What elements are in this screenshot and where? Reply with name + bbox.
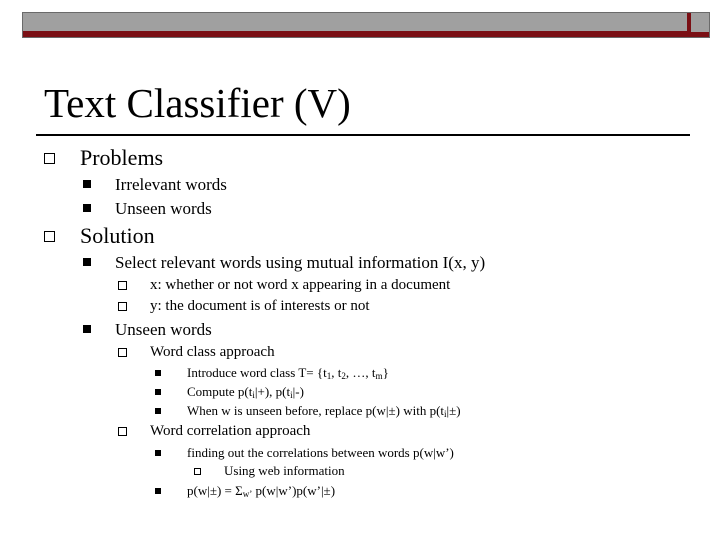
hollow-square-bullet-icon bbox=[118, 427, 127, 436]
filled-square-bullet-icon bbox=[83, 325, 91, 333]
hollow-square-bullet-icon bbox=[194, 468, 201, 475]
bullet-using-web-information: Using web information bbox=[224, 463, 345, 478]
filled-square-bullet-icon bbox=[155, 488, 161, 494]
hollow-square-bullet-icon bbox=[118, 348, 127, 357]
bullet-finding-correlations: finding out the correlations between words p(w|w’) bbox=[187, 445, 454, 460]
slide-title: Text Classifier (V) bbox=[44, 80, 351, 126]
hollow-square-bullet-icon bbox=[118, 281, 127, 290]
bullet-y-definition: y: the document is of interests or not bbox=[150, 298, 370, 314]
bullet-problems: Problems bbox=[80, 145, 164, 170]
hollow-square-bullet-icon bbox=[44, 153, 55, 164]
filled-square-bullet-icon bbox=[155, 389, 161, 395]
bullet-word-correlation-approach: Word correlation approach bbox=[150, 423, 311, 439]
title-bar-decoration bbox=[22, 12, 710, 38]
bullet-introduce-word-class: Introduce word class $T= \{t_1$, $t_2$, …, $t_m$} bbox=[187, 365, 389, 381]
filled-square-bullet-icon bbox=[83, 258, 91, 266]
filled-square-bullet-icon bbox=[155, 370, 161, 376]
bullet-compute-probabilities: Compute $p(t_i|+)$, $p(t_i|-)$ bbox=[187, 384, 304, 400]
bullet-unseen-words: Unseen words bbox=[115, 199, 212, 218]
corner-square-decoration bbox=[687, 13, 709, 32]
hollow-square-bullet-icon bbox=[44, 231, 55, 242]
bullet-irrelevant-words: Irrelevant words bbox=[115, 175, 227, 194]
bullet-solution: Solution bbox=[80, 223, 155, 248]
bullet-x-definition: x: whether or not word x appearing in a document bbox=[150, 277, 451, 293]
title-divider bbox=[36, 134, 690, 136]
bullet-word-class-approach: Word class approach bbox=[150, 344, 275, 360]
bullet-select-relevant-words: Select relevant words using mutual information I(x, y) bbox=[115, 253, 486, 272]
bullet-probability-formula: $p(w|\pm) = \Sigma_{w’}$ p(w|w’)p(w’|±) bbox=[187, 483, 336, 499]
hollow-square-bullet-icon bbox=[118, 302, 127, 311]
bullet-replace-unseen: When w is unseen before, replace p(w|±) with $p(t_i|\pm)$ bbox=[187, 403, 461, 419]
bullet-unseen-words-2: Unseen words bbox=[115, 320, 212, 339]
filled-square-bullet-icon bbox=[83, 180, 91, 188]
filled-square-bullet-icon bbox=[155, 408, 161, 414]
filled-square-bullet-icon bbox=[155, 450, 161, 456]
filled-square-bullet-icon bbox=[83, 204, 91, 212]
accent-line bbox=[23, 31, 709, 37]
